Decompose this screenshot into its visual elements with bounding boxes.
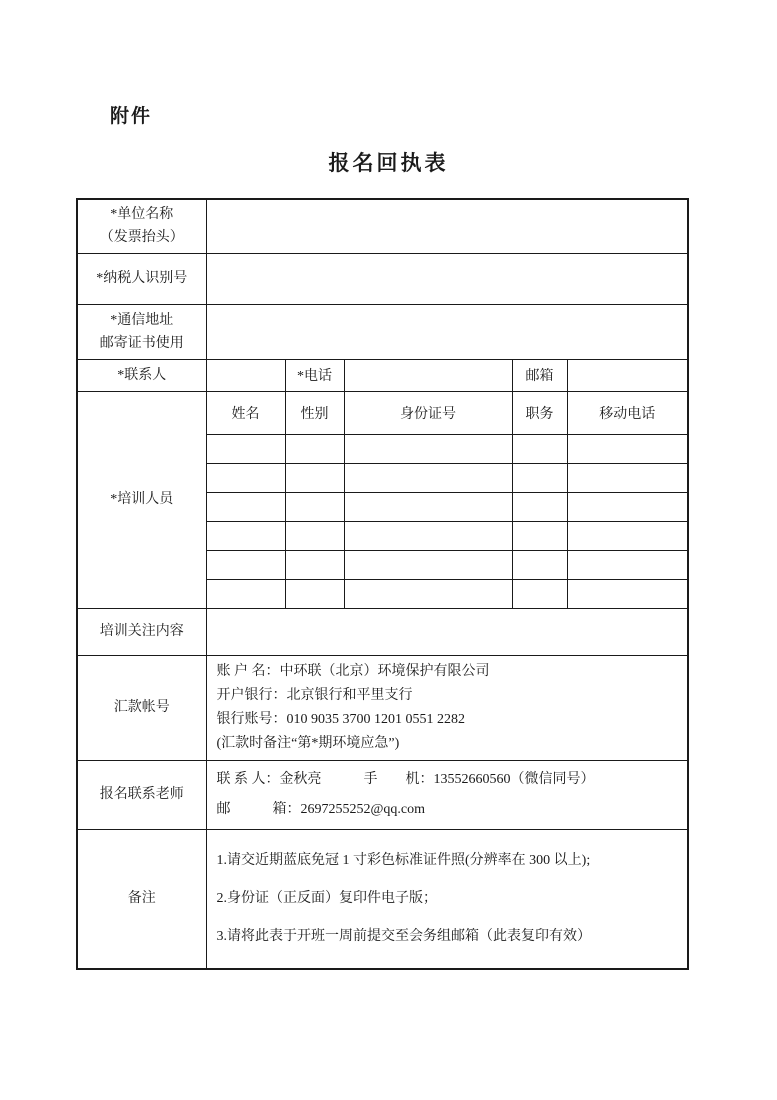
trainee-position-cell[interactable] bbox=[512, 521, 567, 550]
taxpayer-id-label: *纳税人识别号 bbox=[77, 253, 206, 304]
trainee-name-cell[interactable] bbox=[206, 550, 285, 579]
row-trainees-header bbox=[77, 391, 688, 434]
contact-phone-label: *电话 bbox=[285, 359, 344, 391]
remittance-label: 汇款帐号 bbox=[77, 655, 206, 760]
remittance-account-number: 银行账号：010 9035 3700 1201 0551 2282 bbox=[216, 711, 465, 727]
row-registration-contact bbox=[77, 760, 688, 829]
trainee-id-cell[interactable] bbox=[344, 579, 512, 608]
unit-name-label bbox=[77, 199, 206, 253]
contact-person-input-cell[interactable] bbox=[206, 359, 285, 391]
trainee-id-cell[interactable] bbox=[344, 521, 512, 550]
contact-person-label: *联系人 bbox=[77, 359, 206, 391]
trainee-name-cell[interactable] bbox=[206, 434, 285, 463]
remarks-details-cell bbox=[206, 829, 688, 969]
trainee-gender-cell[interactable] bbox=[285, 579, 344, 608]
mailing-address-input-cell[interactable] bbox=[206, 304, 688, 359]
attachment-label: 附件 bbox=[110, 106, 153, 127]
row-contact-person bbox=[77, 359, 688, 391]
remarks-item-1: 1.请交近期蓝底免冠 1 寸彩色标准证件照(分辨率在 300 以上); bbox=[216, 852, 591, 868]
trainee-id-cell[interactable] bbox=[344, 492, 512, 521]
trainee-name-cell[interactable] bbox=[206, 492, 285, 521]
registration-contact-email: 邮 箱：2697255252@qq.com bbox=[216, 801, 425, 817]
remarks-item-3: 3.请将此表于开班一周前提交至会务组邮箱（此表复印有效） bbox=[216, 928, 591, 944]
trainee-name-cell[interactable] bbox=[206, 463, 285, 492]
registration-contact-details-cell bbox=[206, 760, 688, 829]
unit-name-input-cell[interactable] bbox=[206, 199, 688, 253]
trainee-position-cell[interactable] bbox=[512, 579, 567, 608]
trainee-position-cell[interactable] bbox=[512, 463, 567, 492]
contact-email-input-cell[interactable] bbox=[567, 359, 688, 391]
registration-contact-label: 报名联系老师 bbox=[77, 760, 206, 829]
unit-name-label-line1: *单位名称 bbox=[110, 207, 174, 223]
row-remarks bbox=[77, 829, 688, 969]
mailing-address-label bbox=[77, 304, 206, 359]
trainee-mobile-cell[interactable] bbox=[567, 550, 688, 579]
remittance-account-name: 账 户 名：中环联（北京）环境保护有限公司 bbox=[216, 663, 490, 679]
taxpayer-id-input-cell[interactable] bbox=[206, 253, 688, 304]
contact-email-label: 邮箱 bbox=[512, 359, 567, 391]
registration-form-table bbox=[76, 198, 689, 970]
trainees-col-position: 职务 bbox=[512, 391, 567, 434]
row-unit-name bbox=[77, 199, 688, 253]
trainee-gender-cell[interactable] bbox=[285, 463, 344, 492]
trainee-id-cell[interactable] bbox=[344, 434, 512, 463]
trainee-position-cell[interactable] bbox=[512, 550, 567, 579]
trainee-mobile-cell[interactable] bbox=[567, 579, 688, 608]
trainees-col-gender: 性别 bbox=[285, 391, 344, 434]
trainee-id-cell[interactable] bbox=[344, 550, 512, 579]
trainee-mobile-cell[interactable] bbox=[567, 521, 688, 550]
registration-contact-person-phone: 联 系 人：金秋亮 手 机：13552660560（微信同号） bbox=[216, 771, 595, 787]
trainee-mobile-cell[interactable] bbox=[567, 492, 688, 521]
row-mailing-address bbox=[77, 304, 688, 359]
page-title: 报名回执表 bbox=[328, 151, 449, 175]
remarks-item-2: 2.身份证（正反面）复印件电子版； bbox=[216, 890, 437, 906]
trainee-position-cell[interactable] bbox=[512, 434, 567, 463]
remittance-note: (汇款时备注“第*期环境应急”) bbox=[216, 735, 400, 751]
training-focus-label: 培训关注内容 bbox=[77, 608, 206, 655]
trainee-gender-cell[interactable] bbox=[285, 434, 344, 463]
trainees-label: *培训人员 bbox=[77, 391, 206, 608]
training-focus-input-cell[interactable] bbox=[206, 608, 688, 655]
trainees-col-name: 姓名 bbox=[206, 391, 285, 434]
contact-phone-input-cell[interactable] bbox=[344, 359, 512, 391]
trainees-col-id-number: 身份证号 bbox=[344, 391, 512, 434]
mailing-address-label-line2: 邮寄证书使用 bbox=[99, 335, 184, 351]
trainee-mobile-cell[interactable] bbox=[567, 434, 688, 463]
unit-name-label-line2: （发票抬头） bbox=[99, 230, 184, 246]
trainee-gender-cell[interactable] bbox=[285, 550, 344, 579]
row-training-focus bbox=[77, 608, 688, 655]
row-taxpayer-id bbox=[77, 253, 688, 304]
trainees-col-mobile: 移动电话 bbox=[567, 391, 688, 434]
trainee-mobile-cell[interactable] bbox=[567, 463, 688, 492]
trainee-position-cell[interactable] bbox=[512, 492, 567, 521]
trainee-gender-cell[interactable] bbox=[285, 492, 344, 521]
trainee-name-cell[interactable] bbox=[206, 521, 285, 550]
row-remittance-account bbox=[77, 655, 688, 760]
remittance-details-cell bbox=[206, 655, 688, 760]
trainee-id-cell[interactable] bbox=[344, 463, 512, 492]
remittance-bank: 开户银行：北京银行和平里支行 bbox=[216, 687, 413, 703]
trainee-gender-cell[interactable] bbox=[285, 521, 344, 550]
mailing-address-label-line1: *通信地址 bbox=[110, 312, 174, 328]
trainee-name-cell[interactable] bbox=[206, 579, 285, 608]
remarks-label: 备注 bbox=[77, 829, 206, 969]
